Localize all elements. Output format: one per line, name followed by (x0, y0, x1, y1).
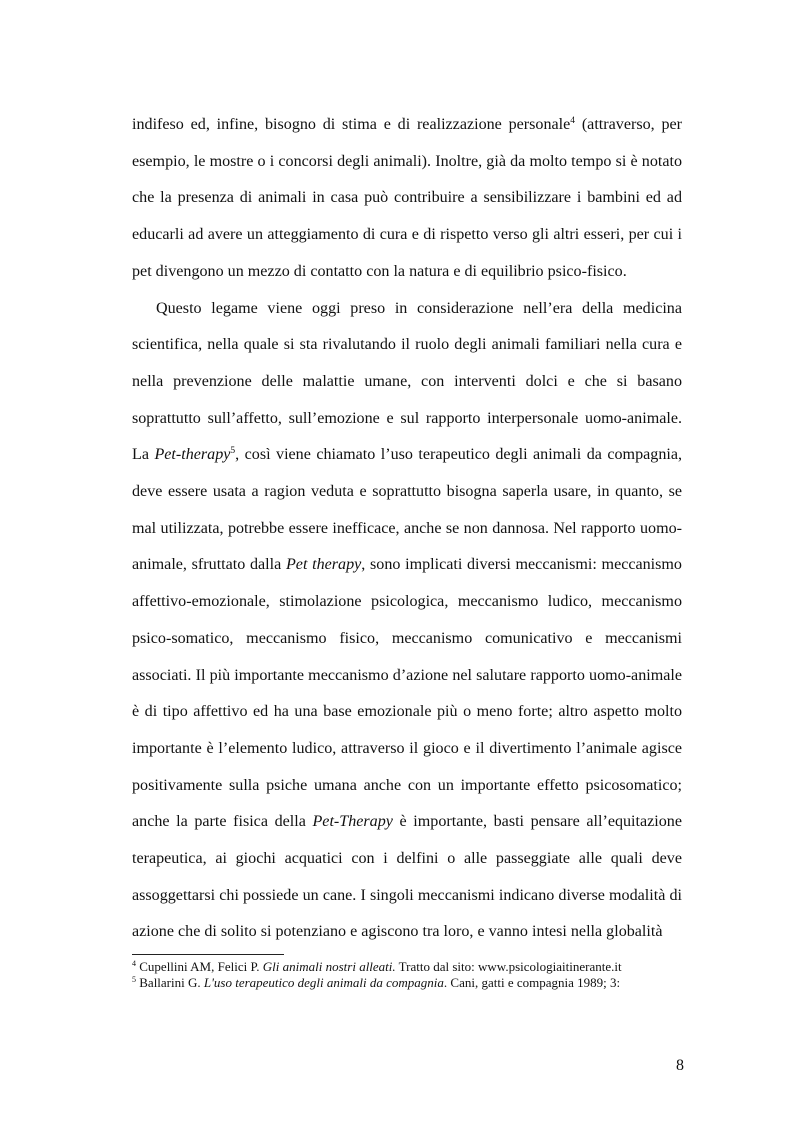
footnote-separator (132, 954, 284, 955)
footnote-title: L'uso terapeutico degli animali da compagnia (203, 975, 444, 990)
footnote-text: Ballarini G. (136, 975, 204, 990)
italic-term: Pet-Therapy (312, 813, 393, 831)
footnote-marker: 4 (132, 959, 136, 968)
page-number: 8 (676, 1057, 684, 1074)
italic-term: Pet-therapy (154, 446, 231, 464)
text-segment: , così viene chiamato l’uso terapeutico degli animali da compagnia, deve essere usata a ragion veduta e soprattutto bisogna saperla usare, in quanto, se mal utilizzata, potrebbe essere inefficace, anche se non dannosa. Nel rapporto uomo-animale, sfruttato dalla (132, 446, 682, 574)
footnote-reference-5: 5 (230, 446, 236, 457)
text-segment: , sono implicati diversi meccanismi: meccanismo affettivo-emozionale, stimolazione psicologica, meccanismo ludico, meccanismo psico-somatico, meccanismo fisico, meccanismo comunicativo e meccanismi associati. Il più importante meccanismo d’azione nel salutare rapporto uomo-animale è di tipo affettivo ed ha una base emozionale più o meno forte; altro aspetto molto importante è l’elemento ludico, attraverso il gioco e il divertimento l’animale agisce positivamente sulla psiche umana anche con un importante effetto psicosomatico; anche la parte fisica della (132, 556, 682, 831)
italic-term: Pet therapy (285, 556, 362, 574)
paragraph-2 (132, 291, 682, 952)
footnote-text: Cupellini AM, Felici P. (136, 959, 263, 974)
text-segment: è importante, basti pensare all’equitazione terapeutica, ai giochi acquatici con i delfini o alle passeggiate alle quali deve assoggettarsi chi possiede un cane. I singoli meccanismi indicano diverse modalità di azione che di solito si potenziano e agiscono tra loro, e vanno intesi nella globalità (132, 813, 682, 941)
body-text (132, 107, 682, 951)
footnote-text: Tratto dal sito: www.psicologiaitinerante.it (395, 959, 622, 974)
text-segment: Questo legame viene oggi preso in considerazione nell’era della medicina scientifica, nella quale si sta rivalutando il ruolo degli animali familiari nella cura e nella prevenzione delle malattie umane, con interventi dolci e che si basano soprattutto sull’affetto, sull’emozione e sul rapporto interpersonale uomo-animale. La (132, 299, 682, 464)
footnote-title: Gli animali nostri alleati. (262, 959, 396, 974)
text-segment: (attraverso, per esempio, le mostre o i concorsi degli animali). Inoltre, già da molto tempo si è notato che la presenza di animali in casa può contribuire a sensibilizzare i bambini ed ad educarli ad avere un atteggiamento di cura e di rispetto verso gli altri esseri, per cui i pet divengono un mezzo di contatto con la natura e di equilibrio psico-fisico. (132, 116, 682, 280)
footnote-5 (132, 975, 692, 991)
footnotes (132, 959, 692, 991)
footnote-4 (132, 959, 692, 975)
footnote-reference-4: 4 (570, 116, 576, 126)
paragraph-1 (132, 107, 682, 291)
text-segment: indifeso ed, infine, bisogno di stima e di realizzazione personale (132, 116, 571, 133)
footnote-text: . Cani, gatti e compagnia 1989; 3: (443, 975, 621, 990)
footnote-marker: 5 (132, 975, 136, 984)
